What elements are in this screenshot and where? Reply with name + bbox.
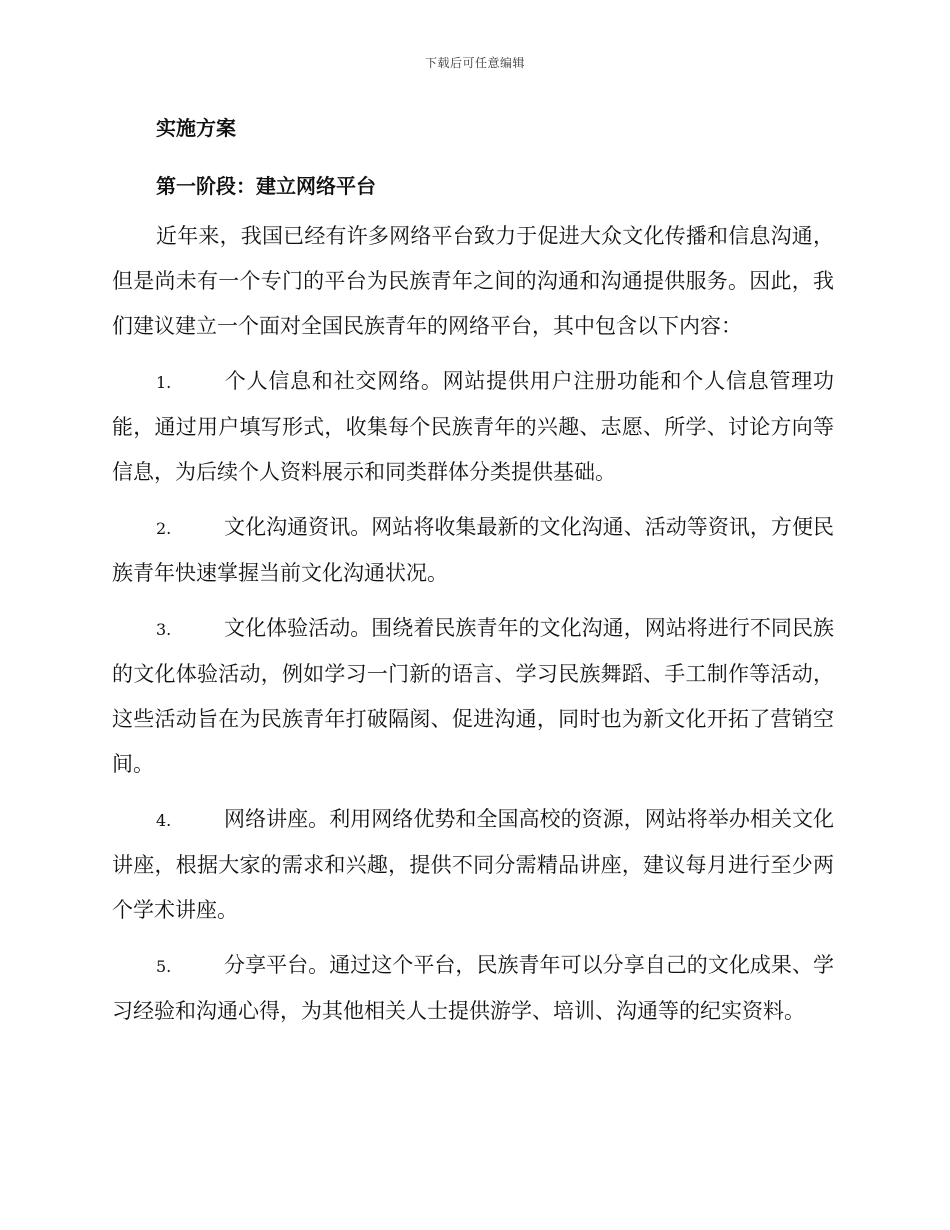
document-body <box>112 108 834 1034</box>
list-item <box>112 606 834 787</box>
list-item-text: 文化体验活动。围绕着民族青年的文化沟通，网站将进行不同民族的文化体验活动，例如学习一门新的语言、学习民族舞蹈、手工制作等活动，这些活动旨在为民族青年打破隔阂、促进沟通，同时也为新文化开拓了营销空间。 <box>112 616 834 776</box>
document-title: 实施方案 <box>156 116 236 140</box>
list-item-number: 2. <box>156 519 172 538</box>
list-item <box>112 943 834 1034</box>
list-item-number: 3. <box>156 620 172 639</box>
list-item-text: 个人信息和社交网络。网站提供用户注册功能和个人信息管理功能，通过用户填写形式，收集每个民族青年的兴趣、志愿、所学、讨论方向等信息，为后续个人资料展示和同类群体分类提供基础。 <box>112 369 834 484</box>
list-item <box>112 505 834 596</box>
list-item <box>112 359 834 495</box>
intro-paragraph: 近年来，我国已经有许多网络平台致力于促进大众文化传播和信息沟通，但是尚未有一个专门的平台为民族青年之间的沟通和沟通提供服务。因此，我们建议建立一个面对全国民族青年的网络平台，其中包含以下内容： <box>112 224 834 338</box>
list-item-number: 5. <box>156 957 172 976</box>
list-item-text: 网络讲座。利用网络优势和全国高校的资源，网站将举办相关文化讲座，根据大家的需求和兴趣，提供不同分需精品讲座，建议每月进行至少两个学术讲座。 <box>112 807 834 922</box>
list-item-number: 1. <box>156 373 172 392</box>
list-item <box>112 797 834 933</box>
header-note: 下载后可任意编辑 <box>424 56 525 70</box>
list-item-text: 文化沟通资讯。网站将收集最新的文化沟通、活动等资讯，方便民族青年快速掌握当前文化沟通状况。 <box>112 515 834 585</box>
list-item-text: 分享平台。通过这个平台，民族青年可以分享自己的文化成果、学习经验和沟通心得，为其他相关人士提供游学、培训、沟通等的纪实资料。 <box>112 953 834 1023</box>
list-item-number: 4. <box>156 811 172 830</box>
phase-title: 第一阶段：建立网络平台 <box>156 174 376 198</box>
